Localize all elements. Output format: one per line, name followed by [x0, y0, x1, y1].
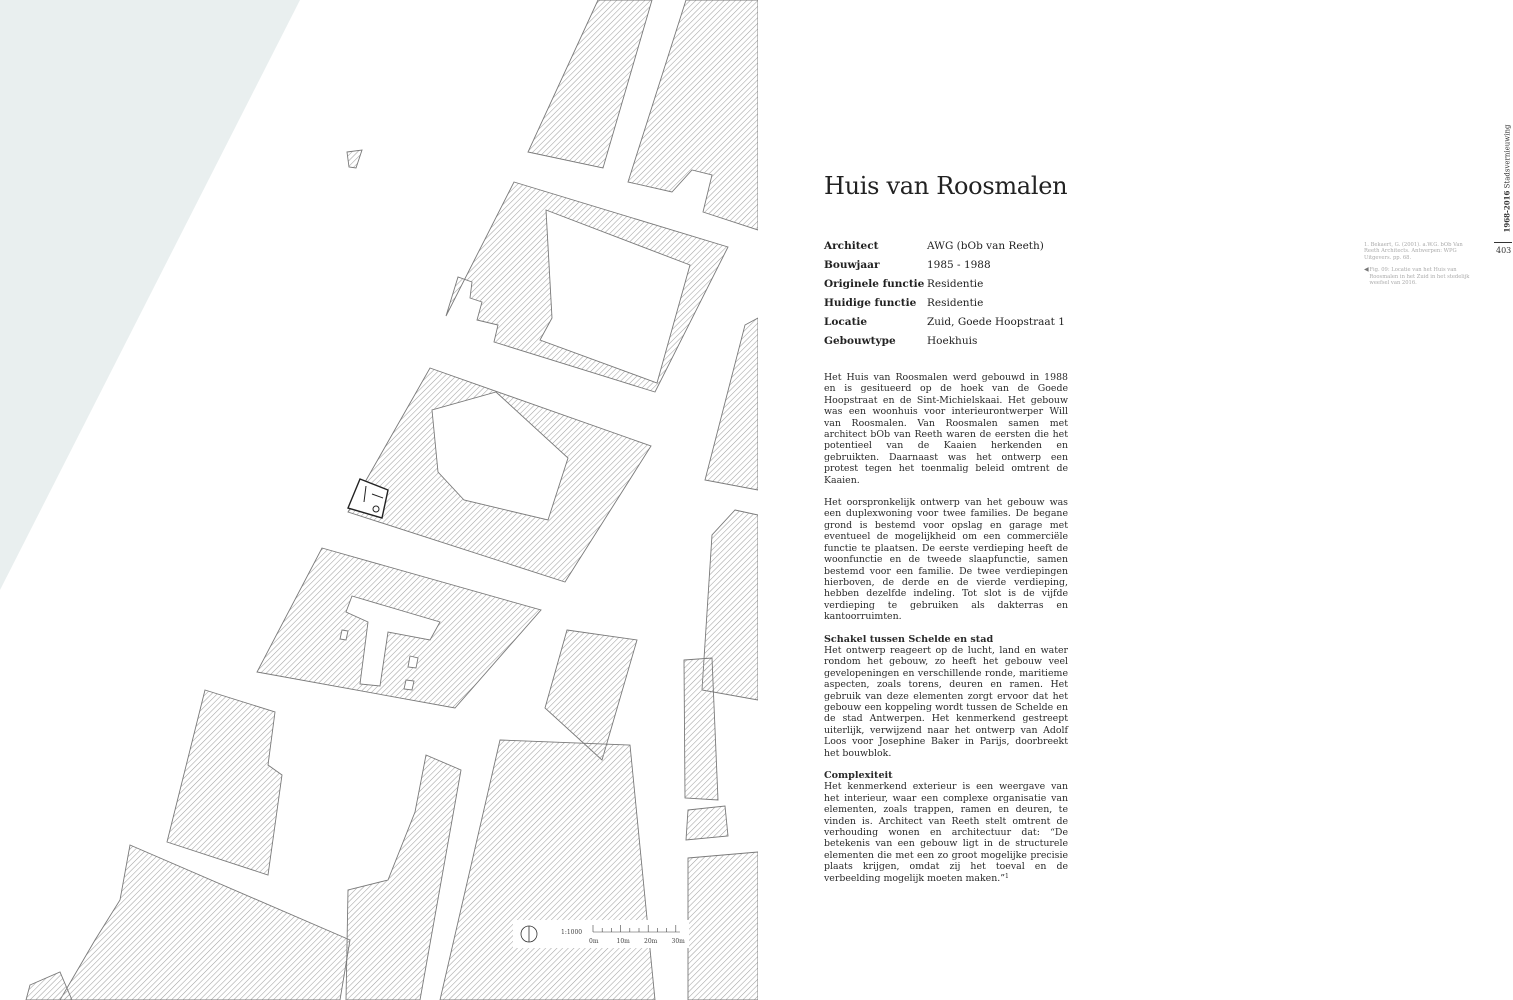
info-label: Originele functie [824, 278, 925, 290]
info-value: AWG (bOb van Reeth) [927, 240, 1044, 252]
building-block [528, 0, 652, 168]
info-label: Architect [824, 240, 879, 252]
river-triangle [0, 0, 300, 590]
info-label: Gebouwtype [824, 335, 896, 347]
page-title: Huis van Roosmalen [824, 172, 1068, 200]
paragraph: Het oorspronkelijk ontwerp van het gebouw was een duplexwoning voor twee families. De begane grond is bestemd voor opslag en garage met eventueel de mogelijkheid om een commerciële functie te plaatsen. De eerste verdieping heeft de woonfunctie en de tweede slaapfunctie, samen bestemd voor een familie. De twee verdiepingen hierboven, de derde en de vierde verdieping, hebben dezelfde indeling. Tot slot is de vijfde verdieping te gebruiken als dakterras en kantoorruimten. [824, 497, 1068, 623]
info-value: Residentie [927, 297, 984, 309]
info-row [824, 297, 1084, 316]
info-row [824, 278, 1084, 297]
info-row [824, 240, 1084, 259]
building-block [347, 150, 362, 168]
margin-notes [1364, 242, 1476, 286]
info-label: Huidige functie [824, 297, 917, 309]
scale-label: 0m [589, 938, 599, 945]
info-row [824, 335, 1084, 354]
paragraph: Het Huis van Roosmalen werd gebouwd in 1988 en is gesitueerd op de hoek van de Goede Hoopstraat en de Sint-Michielskaai. Het gebouw was een woonhuis voor interieurontwerper Will van Roosmalen. Van Roosmalen samen met architect bOb van Reeth waren de eersten die het potentieel van de Kaaien herkenden en gebruikten. Daarnaast was het ontwerp een protest tegen het toenmalig beleid omtrent de Kaaien. [824, 372, 1068, 486]
building-block [440, 740, 655, 1000]
scale-bar [513, 920, 689, 948]
section-heading: Schakel tussen Schelde en stad [824, 633, 994, 645]
figure-caption-text: Fig. 09: Locatie van het Huis van Roosmalen in het Zuid in het stedelijk weefsel van 2016. [1369, 267, 1470, 287]
building-block [60, 845, 350, 1000]
info-value: Hoekhuis [927, 335, 978, 347]
courtyard [404, 680, 414, 690]
section-years: 1968-2016 [1502, 190, 1512, 233]
building-block [688, 852, 758, 1000]
scale-label: 30m [671, 938, 685, 945]
paragraph: Het ontwerp reageert op de lucht, land en water rondom het gebouw, zo heeft het gebouw veel gevelopeningen en verschillende ronde, maritieme aspecten, zoals torens, deuren en ramen. Het gebruik van deze elementen zorgt ervoor dat het gebouw een koppeling wordt tussen de Schelde en de stad Antwerpen. Het kenmerkend gestreept uiterlijk, verwijzend naar het ontwerp van Adolf Loos voor Josephine Baker in Parijs, doorbreekt het bouwblok. [824, 644, 1068, 759]
info-row [824, 259, 1084, 278]
building-block [26, 972, 72, 1000]
scale-ratio: 1:1000 [561, 929, 583, 936]
paragraph [824, 781, 1068, 884]
info-row [824, 316, 1084, 335]
building-block [686, 806, 728, 840]
reference-note: 1. Bekaert, G. (2001). a.W.G. bOb Van Reeth Architects. Antwerpen: WPG Uitgevers. pp. 68. [1364, 242, 1463, 261]
building-block [628, 0, 758, 230]
divider [1494, 242, 1512, 243]
info-value: 1985 - 1988 [927, 259, 991, 271]
info-table [824, 240, 1084, 354]
figure-caption [1364, 267, 1476, 286]
info-value: Residentie [927, 278, 984, 290]
info-value: Zuid, Goede Hoopstraat 1 [927, 316, 1065, 328]
quote-paragraph: Het kenmerkend exterieur is een weergave van het interieur, waar een complexe organisatie van elementen, zoals trappen, ramen en deuren, te vinden is. Architect van Reeth stelt omtrent de verhouding wonen en architectuur dat: “De betekenis van een gebouw ligt in de structurele elementen die met een zo groot mogelijke precisie plaats krijgen, omdat zij het toeval en de verbeelding mogelijk moeten maken.” [824, 781, 1068, 884]
section-heading: Complexiteit [824, 770, 893, 781]
building-block [705, 318, 758, 490]
footnote-mark: 1 [1005, 872, 1009, 880]
section-name: Stadsvernieuwing [1503, 124, 1512, 189]
building-block [545, 630, 637, 760]
page-number: 403 [1496, 246, 1512, 255]
scale-label: 10m [616, 938, 630, 945]
building-block [167, 690, 282, 875]
building-block [684, 658, 718, 800]
scale-label: 20m [644, 938, 658, 945]
section-running-head [1502, 124, 1513, 233]
text-page [758, 0, 1513, 1000]
arrow-left-icon: ◀ [1364, 266, 1369, 274]
body-text [824, 372, 1068, 895]
info-label: Bouwjaar [824, 259, 880, 271]
info-label: Locatie [824, 316, 868, 328]
courtyard [408, 656, 418, 668]
building-block [346, 755, 461, 1000]
